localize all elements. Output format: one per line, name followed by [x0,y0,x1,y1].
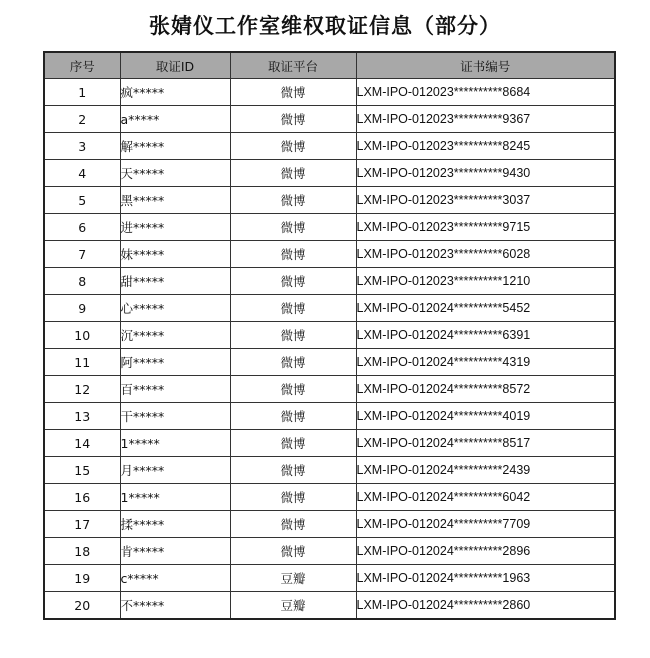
row-number: 13 [44,403,120,430]
row-cert-number: LXM-IPO-012024**********5452 [356,295,615,322]
row-platform: 微博 [230,79,356,106]
table-row [44,295,615,322]
row-cert-number: LXM-IPO-012024**********2439 [356,457,615,484]
row-number: 19 [44,565,120,592]
table-row [44,538,615,565]
row-platform: 微博 [230,133,356,160]
row-number: 12 [44,376,120,403]
row-id: 心***** [120,295,230,322]
row-number: 7 [44,241,120,268]
row-platform: 豆瓣 [230,592,356,620]
row-number: 15 [44,457,120,484]
row-platform: 微博 [230,160,356,187]
row-cert-number: LXM-IPO-012023**********6028 [356,241,615,268]
table-row [44,592,615,620]
row-platform: 微博 [230,349,356,376]
row-id: 天***** [120,160,230,187]
row-number: 11 [44,349,120,376]
row-platform: 微博 [230,484,356,511]
header-cert: 证书编号 [356,52,615,79]
row-cert-number: LXM-IPO-012024**********2860 [356,592,615,620]
row-number: 5 [44,187,120,214]
table-row [44,430,615,457]
table-row [44,133,615,160]
table-row [44,79,615,106]
row-platform: 微博 [230,403,356,430]
row-number: 16 [44,484,120,511]
row-id: 月***** [120,457,230,484]
table-row [44,457,615,484]
row-platform: 微博 [230,322,356,349]
row-id: 进***** [120,214,230,241]
table-row [44,322,615,349]
row-number: 20 [44,592,120,620]
table-row [44,403,615,430]
table-row [44,484,615,511]
table-row [44,241,615,268]
row-platform: 微博 [230,214,356,241]
row-cert-number: LXM-IPO-012023**********1210 [356,268,615,295]
row-id: 妹***** [120,241,230,268]
row-id: 黑***** [120,187,230,214]
table-row [44,376,615,403]
row-id: 阿***** [120,349,230,376]
row-platform: 微博 [230,106,356,133]
row-number: 17 [44,511,120,538]
table-row [44,106,615,133]
row-cert-number: LXM-IPO-012024**********7709 [356,511,615,538]
row-platform: 微博 [230,376,356,403]
row-cert-number: LXM-IPO-012024**********4319 [356,349,615,376]
table-row [44,214,615,241]
row-cert-number: LXM-IPO-012024**********8572 [356,376,615,403]
row-number: 4 [44,160,120,187]
row-platform: 微博 [230,538,356,565]
row-id: 百***** [120,376,230,403]
row-platform: 微博 [230,241,356,268]
row-id: 揉***** [120,511,230,538]
row-cert-number: LXM-IPO-012023**********8245 [356,133,615,160]
row-cert-number: LXM-IPO-012024**********2896 [356,538,615,565]
table-row [44,160,615,187]
page-title: 张婧仪工作室维权取证信息（部分） [149,14,501,38]
row-number: 6 [44,214,120,241]
header-platform: 取证平台 [230,52,356,79]
row-platform: 微博 [230,268,356,295]
row-id: 不***** [120,592,230,620]
evidence-table [43,51,616,620]
row-id: 沉***** [120,322,230,349]
table-row [44,349,615,376]
row-cert-number: LXM-IPO-012024**********6042 [356,484,615,511]
row-id: 肯***** [120,538,230,565]
row-number: 14 [44,430,120,457]
row-cert-number: LXM-IPO-012024**********4019 [356,403,615,430]
row-platform: 微博 [230,457,356,484]
header-no: 序号 [44,52,120,79]
row-id: c***** [120,565,230,592]
row-id: 解***** [120,133,230,160]
row-platform: 微博 [230,295,356,322]
row-platform: 微博 [230,511,356,538]
row-cert-number: LXM-IPO-012024**********6391 [356,322,615,349]
table-body [44,79,615,620]
row-id: 甜***** [120,268,230,295]
row-cert-number: LXM-IPO-012023**********9715 [356,214,615,241]
row-number: 10 [44,322,120,349]
row-number: 2 [44,106,120,133]
row-number: 18 [44,538,120,565]
row-number: 3 [44,133,120,160]
row-cert-number: LXM-IPO-012024**********1963 [356,565,615,592]
header-row [44,52,615,79]
table-row [44,565,615,592]
row-platform: 微博 [230,430,356,457]
row-platform: 豆瓣 [230,565,356,592]
row-cert-number: LXM-IPO-012023**********9367 [356,106,615,133]
row-number: 1 [44,79,120,106]
row-id: 干***** [120,403,230,430]
row-cert-number: LXM-IPO-012023**********8684 [356,79,615,106]
row-cert-number: LXM-IPO-012023**********9430 [356,160,615,187]
row-id: 1***** [120,484,230,511]
row-id: a***** [120,106,230,133]
table-row [44,511,615,538]
row-cert-number: LXM-IPO-012023**********3037 [356,187,615,214]
header-id: 取证ID [120,52,230,79]
table-row [44,187,615,214]
table-row [44,268,615,295]
row-id: 疯***** [120,79,230,106]
row-number: 9 [44,295,120,322]
row-number: 8 [44,268,120,295]
row-platform: 微博 [230,187,356,214]
row-cert-number: LXM-IPO-012024**********8517 [356,430,615,457]
row-id: 1***** [120,430,230,457]
